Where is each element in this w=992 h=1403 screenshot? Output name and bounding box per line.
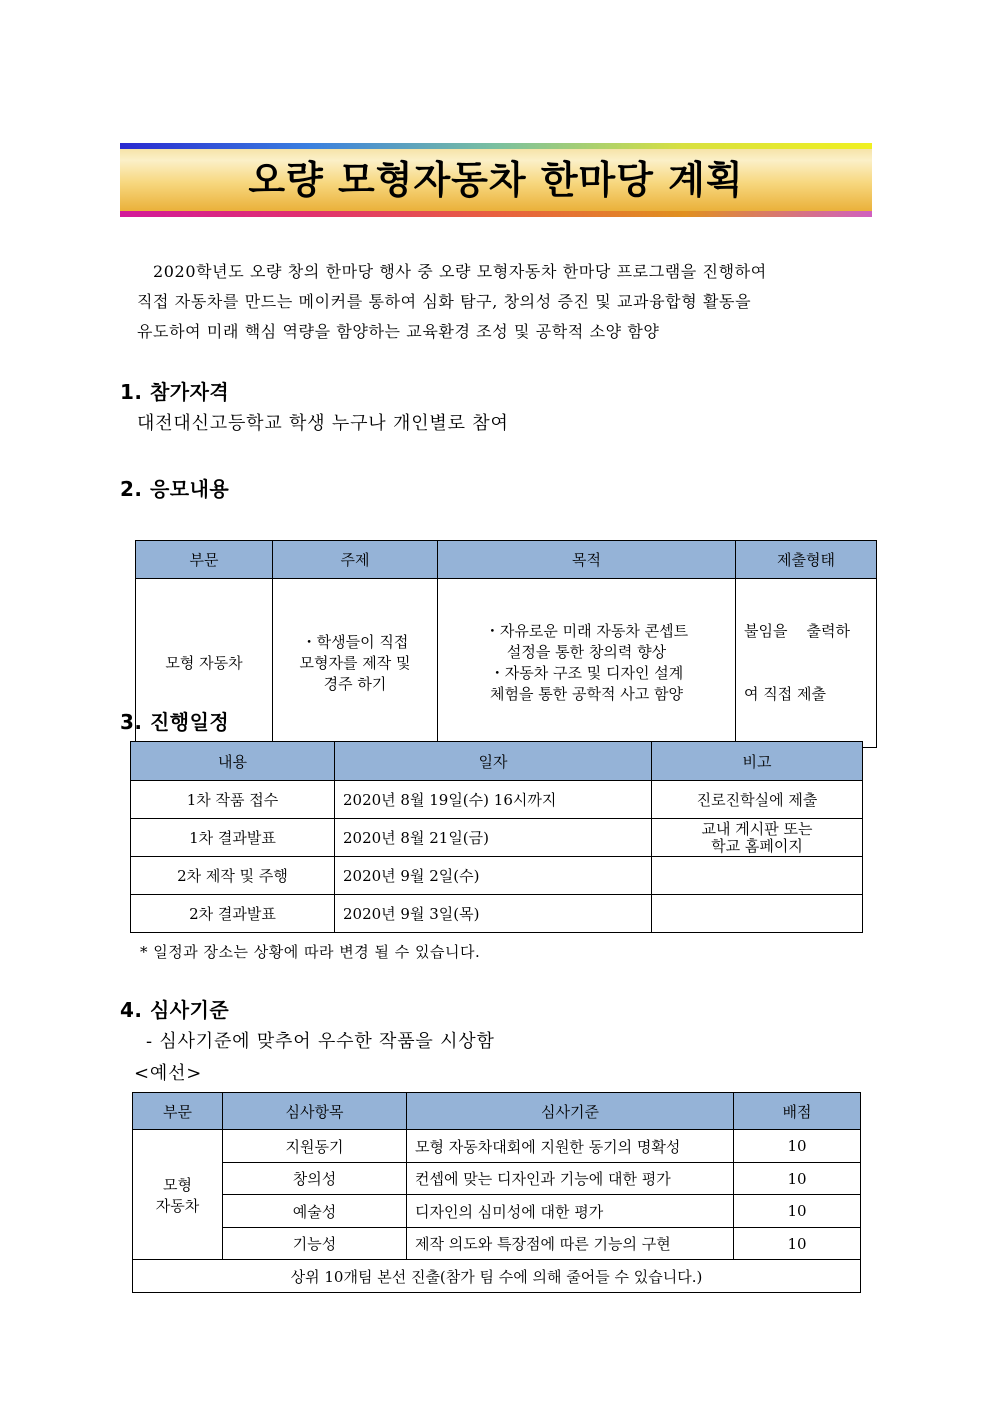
entry-submission bbox=[736, 579, 877, 748]
entry-table-header bbox=[136, 541, 877, 579]
header-category: 부문 bbox=[136, 541, 273, 579]
judging-score: 10 bbox=[734, 1228, 861, 1260]
topic-line: ・학생들이 직접 bbox=[301, 632, 409, 651]
judging-criteria: 컨셉에 맞는 디자인과 기능에 대한 평가 bbox=[407, 1163, 734, 1195]
schedule-table-header bbox=[131, 742, 863, 781]
entry-table bbox=[135, 540, 877, 748]
title-banner bbox=[120, 143, 872, 221]
judging-criteria: 모형 자동차대회에 지원한 동기의 명확성 bbox=[407, 1130, 734, 1163]
schedule-note-line: 교내 게시판 또는 bbox=[701, 819, 813, 838]
purpose-line: 체험을 통한 공학적 사고 함양 bbox=[490, 685, 683, 703]
section-3-heading: 3. 진행일정 bbox=[120, 710, 230, 734]
table-row bbox=[133, 1228, 861, 1260]
judging-criteria: 디자인의 심미성에 대한 평가 bbox=[407, 1195, 734, 1228]
header-judging-item: 심사항목 bbox=[223, 1093, 407, 1130]
header-score: 배점 bbox=[734, 1093, 861, 1130]
table-row bbox=[133, 1195, 861, 1228]
intro-line-3: 유도하여 미래 핵심 역량을 함양하는 교육환경 조성 및 공학적 소양 함양 bbox=[137, 322, 660, 341]
judging-item: 기능성 bbox=[223, 1228, 407, 1260]
submission-line: 여 직접 제출 bbox=[744, 685, 826, 703]
purpose-line: 설정을 통한 창의력 향상 bbox=[506, 643, 667, 661]
round-label: <예선> bbox=[134, 1063, 203, 1084]
judging-score: 10 bbox=[734, 1163, 861, 1195]
schedule-note: 진로진학실에 제출 bbox=[652, 781, 863, 819]
category-line: 자동차 bbox=[155, 1196, 200, 1215]
submission-line: 불임을 출력하 bbox=[744, 622, 851, 640]
table-row bbox=[131, 819, 863, 857]
category-line: 모형 bbox=[163, 1175, 192, 1194]
table-row bbox=[133, 1130, 861, 1163]
judging-criteria: 제작 의도와 특장점에 따른 기능의 구현 bbox=[407, 1228, 734, 1260]
section-4-heading: 4. 심사기준 bbox=[120, 998, 230, 1022]
schedule-item: 2차 제작 및 주행 bbox=[131, 857, 335, 895]
header-item: 내용 bbox=[131, 742, 335, 781]
topic-line: 모형자를 제작 및 bbox=[299, 653, 411, 672]
intro-line-2: 직접 자동차를 만드는 메이커를 통하여 심화 탐구, 창의성 증진 및 교과융합형 활동을 bbox=[137, 292, 752, 311]
schedule-date: 2020년 9월 2일(수) bbox=[335, 857, 652, 895]
page-title: 오량 모형자동차 한마당 계획 bbox=[248, 158, 744, 202]
entry-category: 모형 자동차 bbox=[136, 579, 273, 748]
schedule-note bbox=[652, 895, 863, 933]
entry-table-row bbox=[136, 579, 877, 748]
judging-footer: 상위 10개팀 본선 진출(참가 팀 수에 의해 줄어들 수 있습니다.) bbox=[133, 1260, 861, 1293]
schedule-note bbox=[652, 819, 863, 857]
table-row bbox=[131, 781, 863, 819]
schedule-item: 1차 결과발표 bbox=[131, 819, 335, 857]
table-row bbox=[131, 895, 863, 933]
intro-paragraph bbox=[137, 257, 873, 347]
schedule-item: 1차 작품 접수 bbox=[131, 781, 335, 819]
judging-score: 10 bbox=[734, 1130, 861, 1163]
table-row bbox=[133, 1163, 861, 1195]
header-date: 일자 bbox=[335, 742, 652, 781]
section-2-heading: 2. 응모내용 bbox=[120, 477, 230, 501]
table-row bbox=[133, 1260, 861, 1293]
schedule-item: 2차 결과발표 bbox=[131, 895, 335, 933]
entry-topic bbox=[273, 579, 438, 748]
banner-bottom-line bbox=[120, 211, 872, 217]
schedule-date: 2020년 8월 19일(수) 16시까지 bbox=[335, 781, 652, 819]
judging-table bbox=[132, 1092, 861, 1293]
entry-purpose bbox=[438, 579, 736, 748]
purpose-line: ・자유로운 미래 자동차 콘셉트 bbox=[484, 622, 689, 640]
judging-category bbox=[133, 1130, 223, 1260]
judging-score: 10 bbox=[734, 1195, 861, 1228]
header-submission: 제출형태 bbox=[736, 541, 877, 579]
purpose-line: ・자동차 구조 및 디자인 설계 bbox=[489, 664, 684, 682]
schedule-note-line: 학교 홈페이지 bbox=[711, 836, 803, 855]
judging-table-header bbox=[133, 1093, 861, 1130]
schedule-date: 2020년 9월 3일(목) bbox=[335, 895, 652, 933]
intro-line-1: 2020학년도 오량 창의 한마당 행사 중 오량 모형자동차 한마당 프로그램을 진행하여 bbox=[153, 262, 767, 281]
judging-item: 창의성 bbox=[223, 1163, 407, 1195]
section-1-heading: 1. 참가자격 bbox=[120, 380, 230, 404]
section-1-text: 대전대신고등학교 학생 누구나 개인별로 참여 bbox=[137, 413, 509, 434]
header-category: 부문 bbox=[133, 1093, 223, 1130]
schedule-footnote: * 일정과 장소는 상황에 따라 변경 될 수 있습니다. bbox=[140, 943, 481, 961]
header-criteria: 심사기준 bbox=[407, 1093, 734, 1130]
header-note: 비고 bbox=[652, 742, 863, 781]
table-row bbox=[131, 857, 863, 895]
header-purpose: 목적 bbox=[438, 541, 736, 579]
schedule-date: 2020년 8월 21일(금) bbox=[335, 819, 652, 857]
header-topic: 주제 bbox=[273, 541, 438, 579]
judging-item: 예술성 bbox=[223, 1195, 407, 1228]
schedule-note bbox=[652, 857, 863, 895]
judging-item: 지원동기 bbox=[223, 1130, 407, 1163]
topic-line: 경주 하기 bbox=[323, 674, 387, 693]
schedule-table bbox=[130, 741, 863, 933]
section-4-subtitle: - 심사기준에 맞추어 우수한 작품을 시상함 bbox=[146, 1031, 495, 1052]
